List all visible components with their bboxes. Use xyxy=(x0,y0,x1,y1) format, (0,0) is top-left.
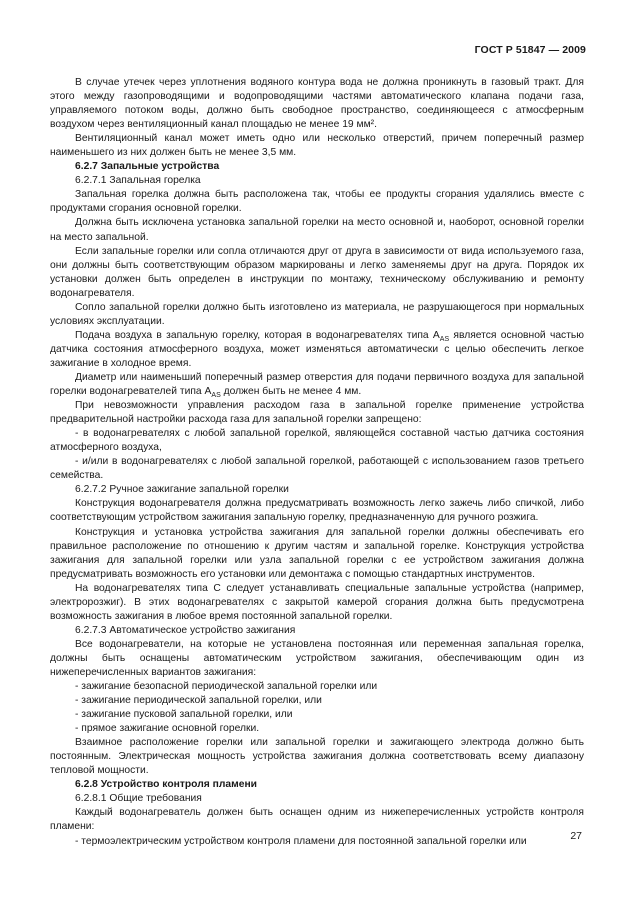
paragraph: При невозможности управления расходом газа в запальной горелке применение устройства предварительной настройки расхода газа для запальной горелки запрещено: xyxy=(50,400,584,426)
paragraph: На водонагревателях типа С следует устанавливать специальные запальные устройства (например, электророзжиг). В этих водонагревателях с закрытой камерой сгорания должна быть предусмотрена возможность зажигания в любое время постоянной запальной горелки. xyxy=(50,582,584,622)
section-heading: 6.2.7 Запальные устройства xyxy=(75,161,220,173)
section-heading: 6.2.8 Устройство контроля пламени xyxy=(75,779,257,791)
subsection-heading: 6.2.8.1 Общие требования xyxy=(75,793,202,805)
paragraph: Конструкция и установка устройства зажигания для запальной горелки должны обеспечивать его правильное расположение по отношению к другим частям и запальной горелке. Конструкция устройства зажигания для запальной горелки или узла запальной горелки с ее устройством зажигания должна предусматривать возможность его установки или демонтажа с помощью стандартных инструментов. xyxy=(50,526,584,580)
list-item: - зажигание периодической запальной горелки, или xyxy=(75,695,322,707)
subsection-heading: 6.2.7.1 Запальная горелка xyxy=(75,175,201,187)
paragraph: Диаметр или наименьший поперечный размер отверстия для подачи первичного воздуха для запальной горелки водонагревателей типа $A_{AS}$ должен быть не менее 4 мм. xyxy=(50,371,584,400)
paragraph: Подача воздуха в запальную горелку, которая в водонагревателях типа $A_{AS}$ является основной частью датчика состояния атмосферного воздуха, может изменяться автоматически с целью обеспечить легкое зажигание в холодное время. xyxy=(50,329,584,369)
paragraph: Если запальные горелки или сопла отличаются друг от друга в зависимости от вида используемого газа, они должны быть соответствующим образом маркированы и легко заменяемы друг на друга. Порядок их установки должен быть определен в инструкции по монтажу, техническому обслуживанию и ремонту водонагревателя. xyxy=(50,245,584,299)
paragraph: Все водонагреватели, на которые не установлена постоянная или переменная запальная горелка, должны быть оснащены автоматическим устройством зажигания, обеспечивающим один из нижеперечисленных вариантов зажигания: xyxy=(50,638,584,678)
list-item: - и/или в водонагревателях с любой запальной горелкой, работающей с использованием газов третьего семейства. xyxy=(50,456,584,482)
subsection-heading: 6.2.7.2 Ручное зажигание запальной горелки xyxy=(75,484,289,496)
document-body xyxy=(50,76,584,849)
list-item: - зажигание безопасной периодической запальной горелки или xyxy=(75,681,378,693)
paragraph: Должна быть исключена установка запальной горелки на место основной и, наоборот, основной горелки на место запальной. xyxy=(50,217,584,243)
paragraph: В случае утечек через уплотнения водяного контура вода не должна проникнуть в газовый тракт. Для этого между газопроводящими и водопроводящими частями автоматического клапана подачи газа, управляемого потоком воды, должно быть свободное пространство, соединяющееся с атмосферным воздухом через вентиляционный канал площадью не менее 19 мм². xyxy=(50,77,584,131)
paragraph: Конструкция водонагревателя должна предусматривать возможность легко зажечь либо спичкой, либо соответствующим устройством зажигания запальную горелку, предназначенную для ручного розжига. xyxy=(50,498,584,524)
list-item: - термоэлектрическим устройством контроля пламени для постоянной запальной горелки или xyxy=(75,835,527,847)
list-item: - зажигание пусковой запальной горелки, или xyxy=(75,709,293,721)
list-item: - в водонагревателях с любой запальной горелкой, являющейся составной частью датчика состояния атмосферного воздуха, xyxy=(50,428,584,454)
paragraph: Запальная горелка должна быть расположена так, чтобы ее продукты сгорания удалялись вместе с продуктами сгорания основной горелки. xyxy=(50,189,584,215)
paragraph: Сопло запальной горелки должно быть изготовлено из материала, не разрушающегося при нормальных условиях эксплуатации. xyxy=(50,301,584,327)
subsection-heading: 6.2.7.3 Автоматическое устройство зажигания xyxy=(75,624,296,636)
document-header: ГОСТ Р 51847 — 2009 xyxy=(474,44,586,56)
page-number: 27 xyxy=(570,830,582,842)
paragraph: Взаимное расположение горелки или запальной горелки и зажигающего электрода должно быть постоянным. Электрическая мощность устройства зажигания должна соответствовать всему диапазону тепловой мощности. xyxy=(50,737,584,777)
list-item: - прямое зажигание основной горелки. xyxy=(75,723,260,735)
paragraph: Каждый водонагреватель должен быть оснащен одним из нижеперечисленных устройств контроля пламени: xyxy=(50,807,584,833)
paragraph: Вентиляционный канал может иметь одно или несколько отверстий, причем поперечный размер наименьшего из них должен быть не менее 3,5 мм. xyxy=(50,133,584,159)
